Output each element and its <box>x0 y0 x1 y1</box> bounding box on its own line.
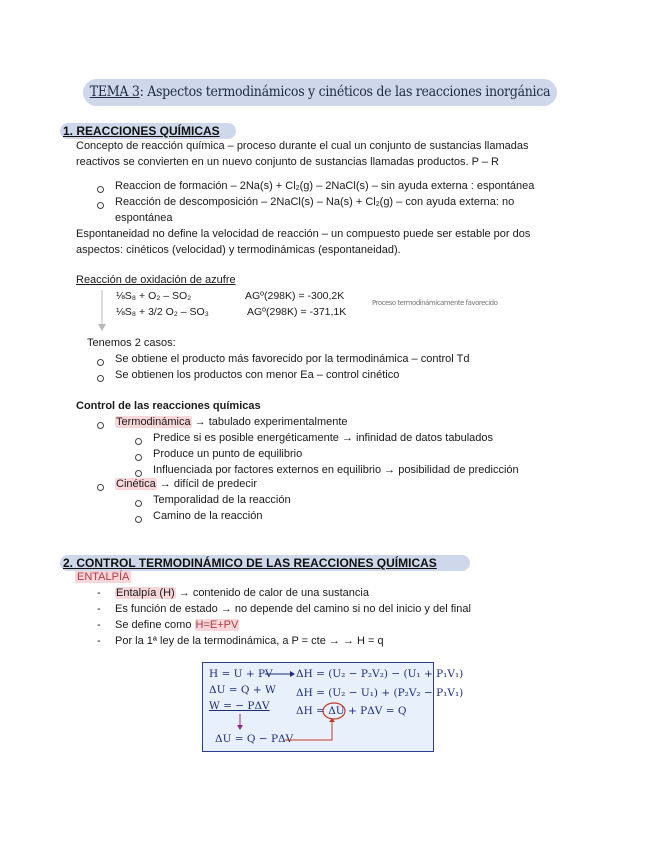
enthalpy-item-4: Por la 1ª ley de la termodinámica, a P = cte → → H = q <box>115 635 384 647</box>
bullet-circle-icon <box>97 373 104 385</box>
kinetics-item: Cinética → difícil de predecir <box>116 478 258 490</box>
section2-heading: 2. CONTROL TERMODINÁMICO DE LAS REACCIONES QUÍMICAS <box>63 556 437 570</box>
reaction-1-gibbs: AGº(298K) = -300,2K <box>245 290 345 302</box>
bullet-circle-icon <box>97 482 104 494</box>
formula-h-definition: H = U + PV <box>209 668 273 680</box>
formula-work: W = − PΔV <box>209 700 270 712</box>
bullet-circle-icon <box>135 514 142 526</box>
decomposition-line-2: espontánea <box>115 212 173 224</box>
formula-first-law: ΔU = Q + W <box>209 684 276 696</box>
dash-bullet: - <box>97 619 101 631</box>
handwritten-note: Proceso termodinámicamente favorecido <box>372 299 498 307</box>
enthalpy-item-1: Entalpía (H) → contenido de calor de una sustancia <box>116 587 369 599</box>
oxidation-label: Reacción de oxidación de azufre <box>76 274 236 286</box>
bullet-circle-icon <box>135 436 142 448</box>
bullet-circle-icon <box>97 184 104 196</box>
thermo-subitem-3: Influenciada por factores externos en equilibrio → posibilidad de predicción <box>153 464 519 476</box>
bullet-circle-icon <box>97 420 104 432</box>
thermodynamics-item: Termodinámica → tabulado experimentalmente <box>116 416 348 428</box>
section1-heading: 1. REACCIONES QUÍMICAS <box>63 124 220 138</box>
reaction-1-equation: ⅛S₈ + O₂ – SO₂ <box>116 290 192 302</box>
dash-bullet: - <box>97 587 101 599</box>
kinetics-subitem-2: Camino de la reacción <box>153 510 263 522</box>
enthalpy-item-2: Es función de estado → no depende del camino si no del inicio y del final <box>115 603 471 615</box>
title-prefix: TEMA 3 <box>89 84 140 100</box>
formula-delta-h-3: ΔH = ΔU + PΔV = Q <box>296 705 407 717</box>
bullet-circle-icon <box>97 200 104 212</box>
formation-line: Reaccion de formación – 2Na(s) + Cl2(g) – 2NaCl(s) – sin ayuda externa : espontánea <box>115 180 535 192</box>
formula-delta-h-2: ΔH = (U₂ − U₁) + (P₂V₂ − P₁V₁) <box>296 687 464 699</box>
kinetics-subitem-1: Temporalidad de la reacción <box>153 494 291 506</box>
bullet-circle-icon <box>97 357 104 369</box>
thermo-subitem-1: Predice si es posible energéticamente → infinidad de datos tabulados <box>153 432 493 444</box>
formula-internal-energy: ΔU = Q − PΔV <box>215 733 294 745</box>
dash-bullet: - <box>97 603 101 615</box>
thermo-subitem-2: Produce un punto de equilibrio <box>153 448 303 460</box>
intro-line-1: Concepto de reacción química – proceso durante el cual un conjunto de sustancias llamadas <box>76 140 529 152</box>
spontaneity-line-2: aspectos: cinéticos (velocidad) y termodinámicas (espontaneidad). <box>76 244 401 256</box>
enthalpy-item-3: Se define como H=E+PV <box>115 619 239 631</box>
bullet-circle-icon <box>135 452 142 464</box>
control-title: Control de las reacciones químicas <box>76 400 261 412</box>
decomposition-line: Reacción de descomposición – 2NaCl(s) – Na(s) + Cl2(g) – con ayuda externa: no <box>115 196 515 208</box>
cases-title: Tenemos 2 casos: <box>87 337 176 349</box>
enthalpy-label: ENTALPÍA <box>77 571 130 583</box>
intro-line-2: reactivos se convierten en un nuevo conjunto de sustancias llamadas productos. P – R <box>76 156 499 168</box>
reaction-2-equation: ⅛S₈ + 3/2 O₂ – SO₃ <box>116 306 209 318</box>
dash-bullet: - <box>97 635 101 647</box>
title-rest: : Aspectos termodinámicos y cinéticos de las reacciones inorgánica <box>139 84 551 100</box>
case-2: Se obtienen los productos con menor Ea – control cinético <box>115 369 400 381</box>
bullet-circle-icon <box>135 498 142 510</box>
down-arrow-icon <box>95 290 109 334</box>
case-1: Se obtiene el producto más favorecido por la termodinámica – control Td <box>115 353 470 365</box>
page-title <box>83 79 557 106</box>
reaction-2-gibbs: AGº(298K) = -371,1K <box>247 306 347 318</box>
spontaneity-line-1: Espontaneidad no define la velocidad de reacción – un compuesto puede ser estable por dos <box>76 228 531 240</box>
formula-arrows <box>202 662 434 752</box>
formula-delta-h-1: ΔH = (U₂ − P₂V₂) − (U₁ + P₁V₁) <box>296 668 464 680</box>
